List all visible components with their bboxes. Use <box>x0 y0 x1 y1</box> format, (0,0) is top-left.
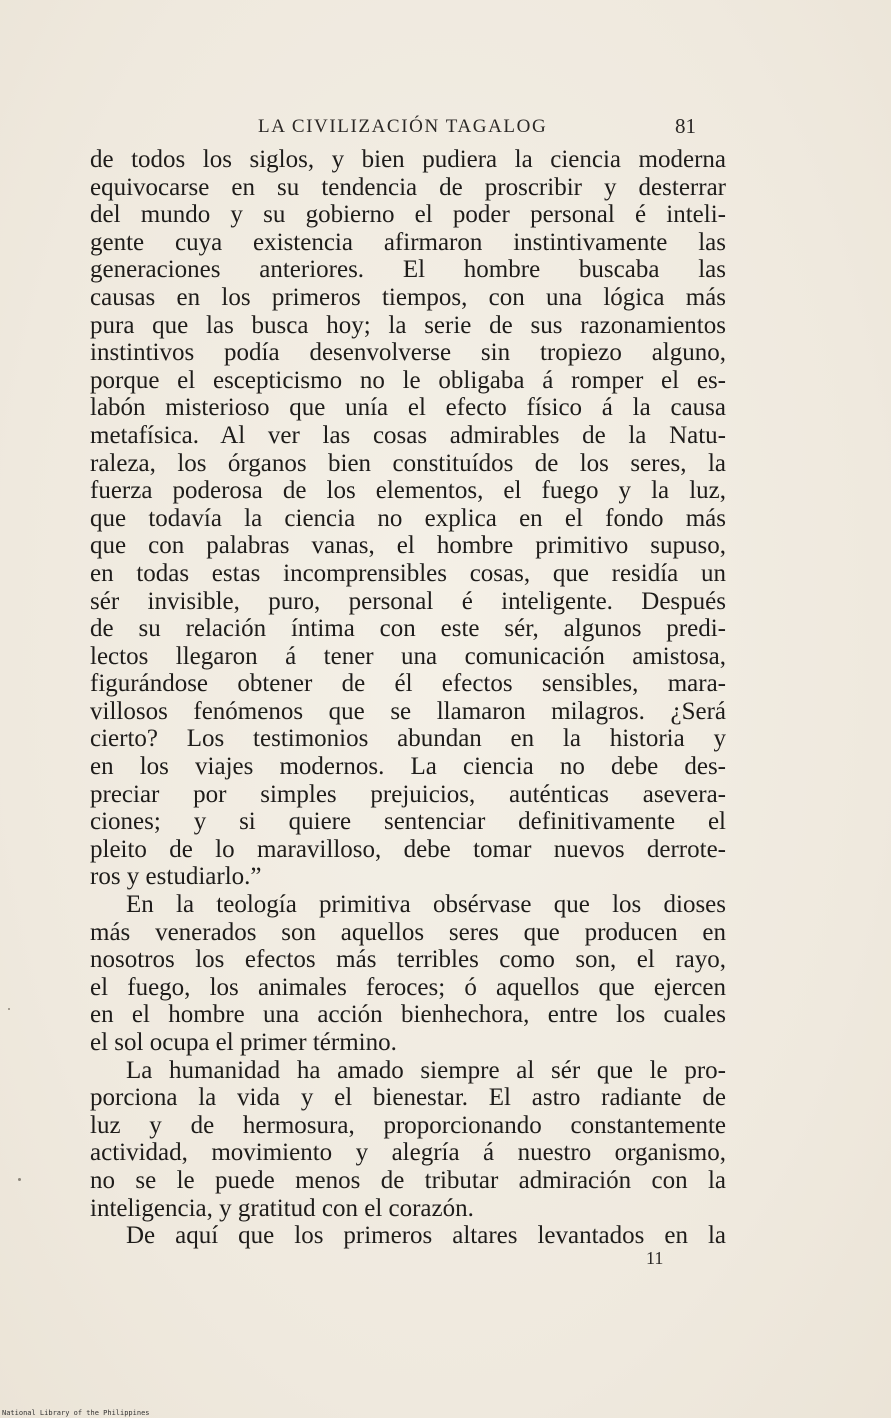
text-line: causas en los primeros tiempos, con una lógica más <box>90 283 726 311</box>
text-line: el sol ocupa el primer término. <box>90 1029 397 1056</box>
text-line: instintivos podía desenvolverse sin tropiezo alguno, <box>90 339 726 367</box>
body-text <box>90 146 726 1250</box>
text-line: metafísica. Al ver las cosas admirables de la Natu- <box>90 421 726 449</box>
text-line: en todas estas incomprensibles cosas, que residía un <box>90 559 726 587</box>
text-line: de todos los siglos, y bien pudiera la ciencia moderna <box>90 146 726 173</box>
text-line: actividad, movimiento y alegría á nuestro organismo, <box>90 1139 726 1167</box>
text-line: equivocarse en su tendencia de proscribir y desterrar <box>90 173 726 201</box>
page-header <box>90 116 696 144</box>
text-line: En la teología primitiva obsérvase que los dioses <box>126 891 726 919</box>
text-line: en el hombre una acción bienhechora, entre los cuales <box>90 1001 726 1029</box>
text-line: del mundo y su gobierno el poder personal é inteli- <box>90 201 726 229</box>
text-line: villosos fenómenos que se llamaron milagros. ¿Será <box>90 697 726 725</box>
text-line: que todavía la ciencia no explica en el fondo más <box>90 504 726 532</box>
text-line: luz y de hermosura, proporcionando constantemente <box>90 1111 726 1139</box>
text-line: ciones; y si quiere sentenciar definitivamente el <box>90 808 726 836</box>
text-line: en los viajes modernos. La ciencia no debe des- <box>90 753 726 781</box>
text-line: lectos llegaron á tener una comunicación amistosa, <box>90 642 726 670</box>
signature-mark: 11 <box>646 1248 664 1268</box>
text-line: fuerza poderosa de los elementos, el fuego y la luz, <box>90 477 726 505</box>
text-line: preciar por simples prejuicios, auténticas asevera- <box>90 780 726 808</box>
text-line: ros y estudiarlo.” <box>90 863 262 891</box>
text-line: porque el escepticismo no le obligaba á romper el es- <box>90 366 726 394</box>
text-line: no se le puede menos de tributar admiración con la <box>90 1166 726 1194</box>
text-line: de su relación íntima con este sér, algunos predi- <box>90 615 726 643</box>
library-footer: National Library of the Philippines <box>2 1409 150 1417</box>
text-line: pura que las busca hoy; la serie de sus razonamientos <box>90 311 726 339</box>
text-line: inteligencia, y gratitud con el corazón. <box>90 1194 474 1222</box>
text-line: que con palabras vanas, el hombre primitivo supuso, <box>90 532 726 560</box>
text-line: pleito de lo maravilloso, debe tomar nuevos derrote- <box>90 835 726 863</box>
text-line: gente cuya existencia afirmaron instintivamente las <box>90 228 726 256</box>
text-line: De aquí que los primeros altares levantados en la <box>126 1222 726 1250</box>
page-number: 81 <box>675 114 696 138</box>
text-line: más venerados son aquellos seres que producen en <box>90 918 726 946</box>
text-line: nosotros los efectos más terribles como son, el rayo, <box>90 946 726 974</box>
paper-speck <box>8 1008 10 1010</box>
text-line: generaciones anteriores. El hombre buscaba las <box>90 256 726 284</box>
text-line: el fuego, los animales feroces; ó aquellos que ejercen <box>90 973 726 1001</box>
text-line: La humanidad ha amado siempre al sér que le pro- <box>126 1056 726 1084</box>
text-line: sér invisible, puro, personal é inteligente. Después <box>90 587 726 615</box>
paper-speck <box>18 1178 21 1181</box>
text-line: labón misterioso que unía el efecto físico á la causa <box>90 394 726 422</box>
text-line: figurándose obtener de él efectos sensibles, mara- <box>90 670 726 698</box>
text-line: raleza, los órganos bien constituídos de los seres, la <box>90 449 726 477</box>
text-line: cierto? Los testimonios abundan en la historia y <box>90 725 726 753</box>
running-title: LA CIVILIZACIÓN TAGALOG <box>258 116 548 137</box>
text-line: porciona la vida y el bienestar. El astro radiante de <box>90 1084 726 1112</box>
